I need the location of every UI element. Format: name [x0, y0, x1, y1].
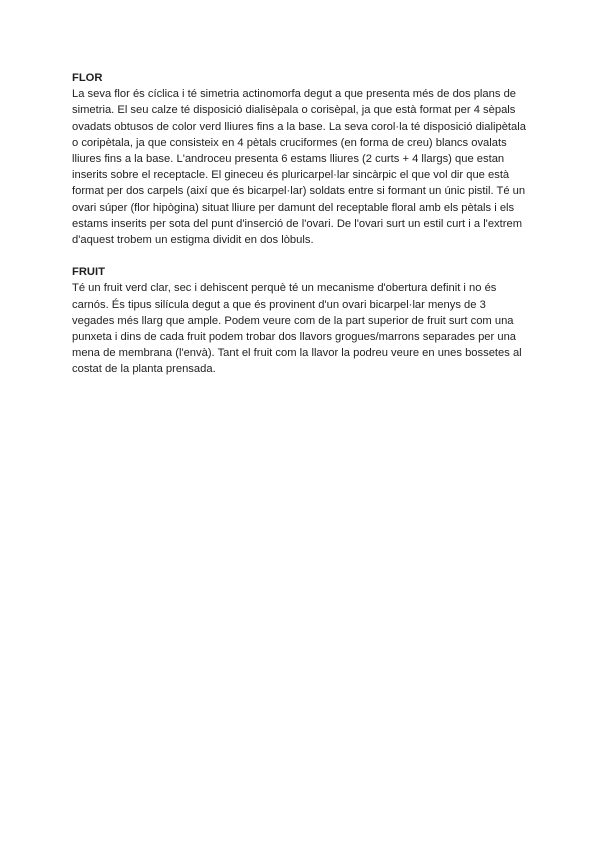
document-body — [72, 70, 530, 394]
section-paragraph-fruit: Té un fruit verd clar, sec i dehiscent perquè té un mecanisme d'obertura definit i no és carnós. És tipus silícula degut a que és provinent d'un ovari bicarpel·lar menys de 3 vegades més llarg que ample. Podem veure com de la part superior de fruit surt com una punxeta i dins de cada fruit podem trobar dos llavors grogues/marrons separades per una mena de membrana (l'envà). Tant el fruit com la llavor la podreu veure en unes bossetes al costat de la planta prensada. — [72, 282, 522, 376]
section-fruit — [72, 264, 530, 377]
section-heading-fruit: FRUIT — [72, 266, 105, 279]
section-paragraph-flor: La seva flor és cíclica i té simetria actinomorfa degut a que presenta més de dos plans de simetria. El seu calze té disposició dialisèpala o corisèpal, ja que està format per 4 sèpals ovadats obtusos de color verd lliures fins a la base. La seva corol·la té disposició dialipètala o coripètala, ja que consisteix en 4 pètals cruciformes (en forma de creu) blancs ovalats lliures fins a la base. L'androceu presenta 6 estams lliures (2 curts + 4 llargs) que estan inserits sobre el receptacle. El gineceu és pluricarpel·lar sincàrpic el que vol dir que està format per dos carpels (així que és bicarpel·lar) soldats entre si formant un únic pistil. Té un ovari súper (flor hipògina) situat lliure per damunt del receptable floral amb els pètals i els estams inserits per sota del punt d'inserció de l'ovari. De l'ovari surt un estil curt i a l'extrem d'aquest trobem un estigma dividit en dos lòbuls. — [72, 88, 526, 247]
section-flor — [72, 70, 530, 248]
section-heading-flor: FLOR — [72, 72, 103, 84]
